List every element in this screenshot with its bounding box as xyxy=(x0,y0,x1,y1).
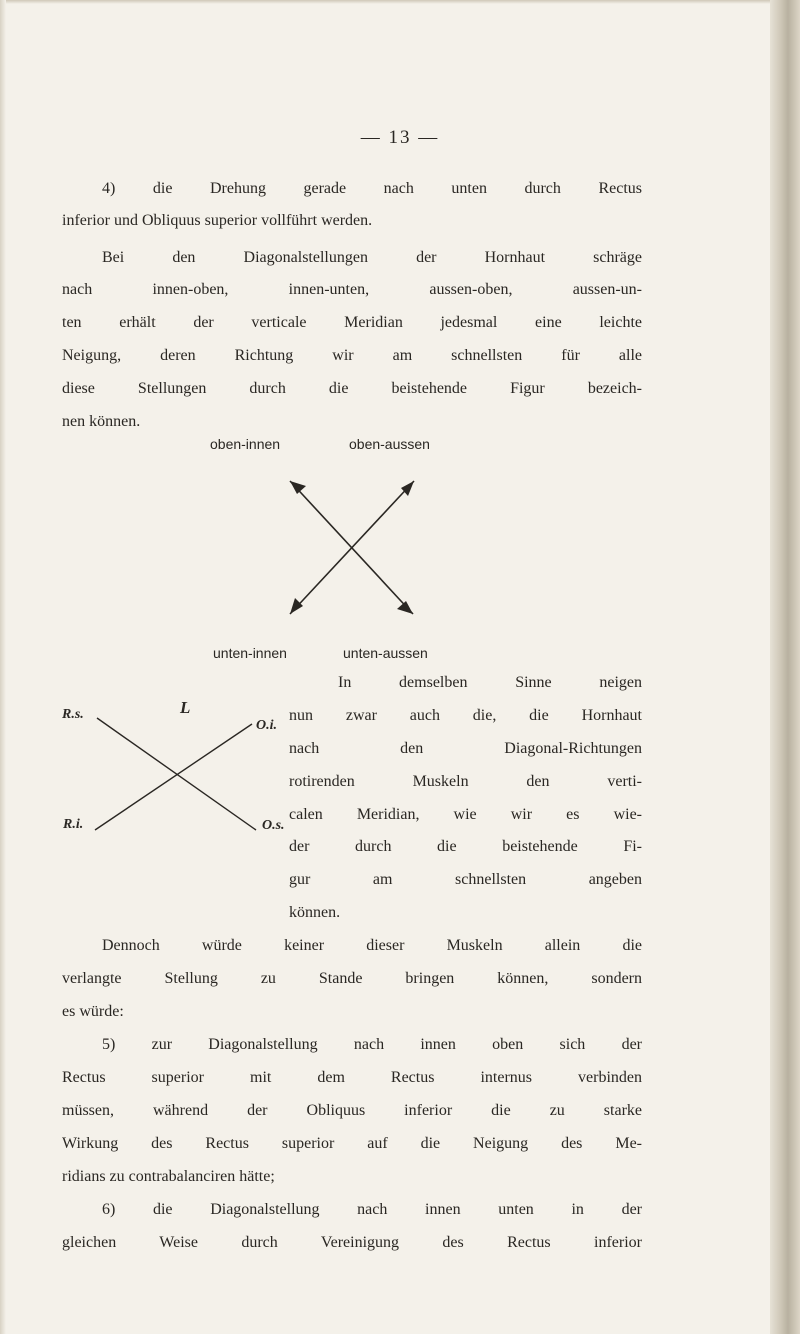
label-os: O.s. xyxy=(262,818,285,833)
label-oi: O.i. xyxy=(256,718,277,733)
text-line: Neigung, deren Richtung wir am schnellsten für alle xyxy=(62,347,642,364)
text-line: gleichen Weise durch Vereinigung des Rectus inferior xyxy=(62,1234,642,1251)
text-line: nen können. xyxy=(62,413,141,430)
text-line: 6) die Diagonalstellung nach innen unten in der xyxy=(102,1201,642,1218)
text-line: rotirenden Muskeln den verti- xyxy=(289,773,642,790)
text-line: der durch die beistehende Fi- xyxy=(289,838,642,855)
text-line: Bei den Diagonalstellungen der Hornhaut schräge xyxy=(102,249,642,266)
text-line: calen Meridian, wie wir es wie- xyxy=(289,806,642,823)
text-line: verlangte Stellung zu Stande bringen können, sondern xyxy=(62,970,642,987)
text-line: können. xyxy=(289,904,341,921)
text-line: diese Stellungen durch die beistehende Figur bezeich- xyxy=(62,380,642,397)
label-ri: R.i. xyxy=(63,817,84,832)
text-line: nach den Diagonal-Richtungen xyxy=(289,740,642,757)
label-unten-innen: unten-innen xyxy=(213,645,287,661)
text-line: Wirkung des Rectus superior auf die Neigung des Me- xyxy=(62,1135,642,1152)
page-number: — 13 — xyxy=(360,127,440,148)
text-line: ridians zu contrabalanciren hätte; xyxy=(62,1168,275,1185)
label-unten-aussen: unten-aussen xyxy=(343,645,428,661)
label-l: L xyxy=(180,698,191,717)
label-rs: R.s. xyxy=(62,707,84,722)
text-line: nun zwar auch die, die Hornhaut xyxy=(289,707,642,724)
text-line: 4) die Drehung gerade nach unten durch Rectus xyxy=(102,180,642,197)
label-oben-innen: oben-innen xyxy=(210,436,281,452)
text-line: nach innen-oben, innen-unten, aussen-oben, aussen-un- xyxy=(62,281,642,298)
label-oben-aussen: oben-aussen xyxy=(349,436,430,452)
text-line: In demselben Sinne neigen xyxy=(338,674,642,691)
text-line: Rectus superior mit dem Rectus internus verbinden xyxy=(62,1069,642,1086)
text-line: inferior und Obliquus superior vollführt werden. xyxy=(62,212,373,229)
text-line: es würde: xyxy=(62,1003,124,1020)
text-line: ten erhält der verticale Meridian jedesmal eine leichte xyxy=(62,314,642,331)
text-line: müssen, während der Obliquus inferior die zu starke xyxy=(62,1102,642,1119)
text-line: gur am schnellsten angeben xyxy=(289,871,642,888)
text-line: 5) zur Diagonalstellung nach innen oben sich der xyxy=(102,1036,642,1053)
text-line: Dennoch würde keiner dieser Muskeln allein die xyxy=(102,937,642,954)
